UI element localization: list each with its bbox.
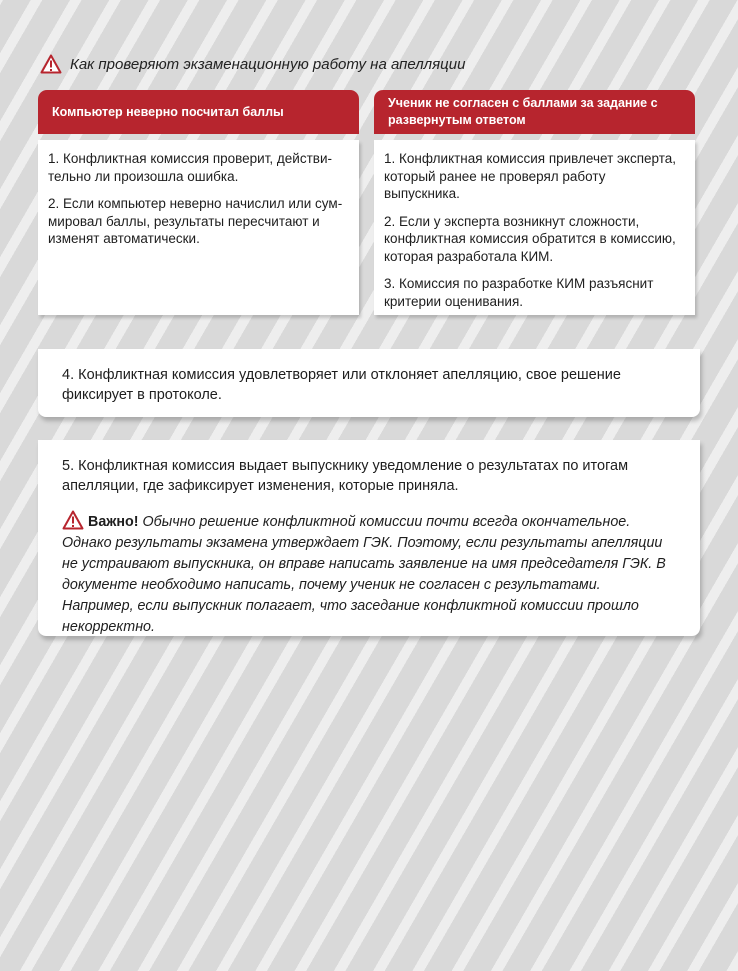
column-header: Компьютер неверно посчитал баллы bbox=[38, 90, 359, 134]
list-item: 2. Если у эксперта возникнут сложности, конфликтная комиссия обратится в комиссию, которая разработала КИМ. bbox=[384, 213, 676, 264]
column-header: Ученик не согласен с баллами за задание с развернутым ответом bbox=[374, 90, 695, 134]
step-4-box bbox=[38, 349, 700, 417]
list-item: 1. Конфликтная комиссия привлечет эксперта, который ранее не проверял работу выпускника. bbox=[384, 151, 677, 201]
warning-triangle-icon bbox=[62, 510, 84, 530]
heading-text: Как проверяют экзаменационную работу на апелляции bbox=[70, 55, 466, 73]
section-heading bbox=[40, 52, 465, 76]
warning-triangle-icon bbox=[40, 54, 62, 74]
list-item: 3. Комиссия по разработке КИМ разъяснит критерии оценивания. bbox=[384, 276, 654, 309]
step-5-box bbox=[38, 440, 700, 636]
column-body bbox=[38, 140, 359, 315]
computer-error-column bbox=[38, 90, 359, 315]
student-disagrees-column bbox=[374, 90, 695, 315]
important-label: Важно! bbox=[88, 514, 139, 530]
important-note bbox=[62, 510, 676, 638]
important-text: Обычно решение конфликтной комиссии почти всегда окончательное. Однако результаты экзамена утверждает ГЭК. Поэтому, если результаты апелляции не устраивают выпускника, он вправе написать заявление на имя председателя ГЭК. В документе необходимо написать, почему ученик не согласен с результатами. Например, если выпускник полагает, что заседание конфликтной комиссии прошло некорректно. bbox=[62, 514, 666, 635]
list-item: 1. Конфликтная комиссия проверит, действительно ли произошла ошибка. bbox=[48, 151, 332, 184]
step-5-text: 5. Конфликтная комиссия выдает выпускнику уведомление о результатах по итогам апелляции, где зафиксирует изменения, которые приняла. bbox=[62, 458, 629, 494]
list-item: 2. Если компьютер неверно начислил или суммировал баллы, результаты пересчитают и изменят автоматически. bbox=[48, 196, 343, 246]
column-body bbox=[374, 140, 695, 315]
step-4-text: 4. Конфликтная комиссия удовлетворяет или отклоняет апелляцию, свое решение фиксирует в протоколе. bbox=[62, 367, 621, 403]
